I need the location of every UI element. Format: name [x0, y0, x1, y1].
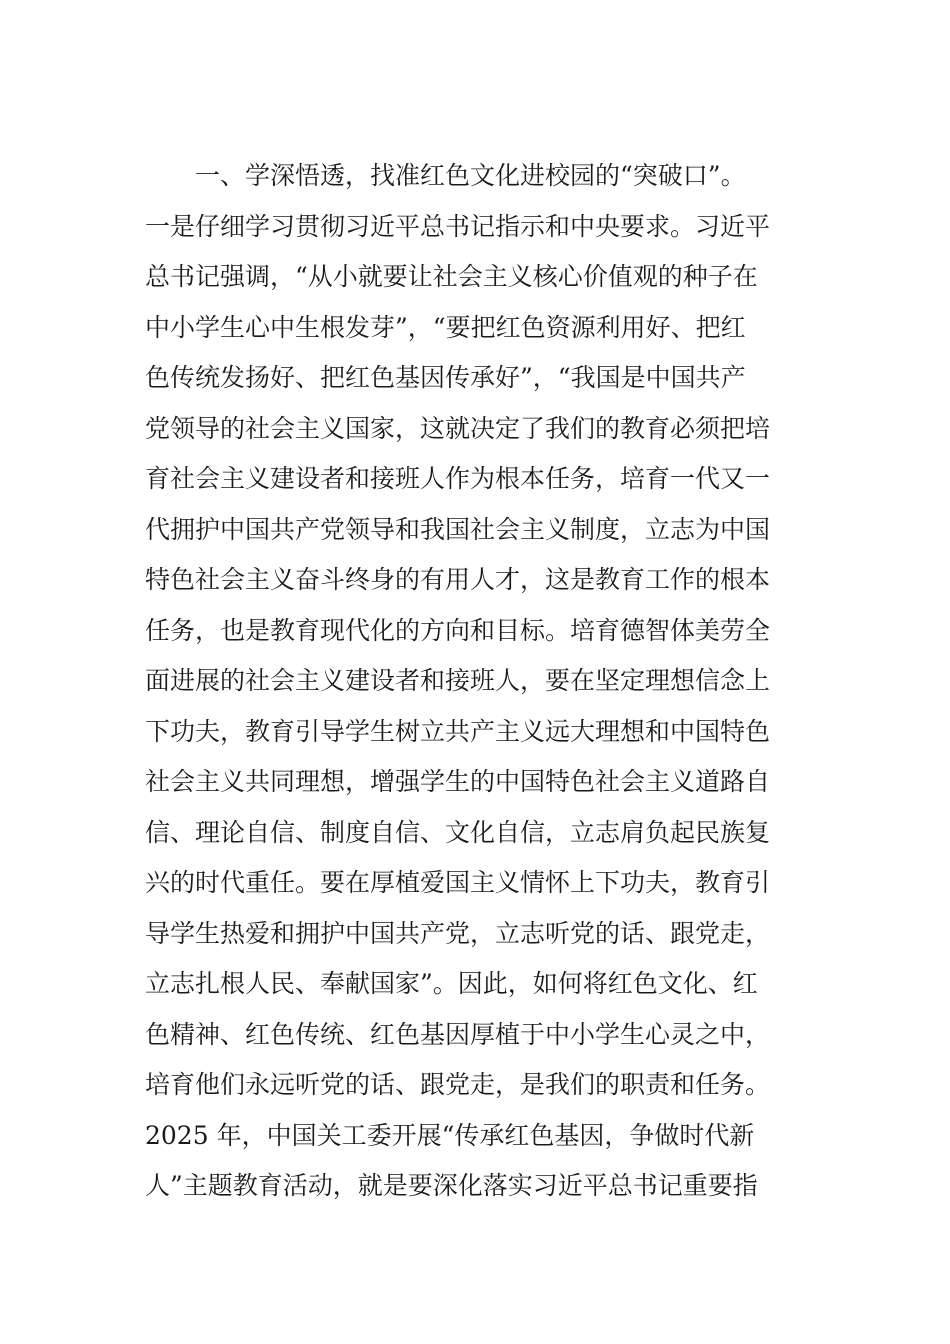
text-line-14: 信、理论自信、制度自信、文化自信，立志肩负起民族复 — [145, 817, 771, 847]
text-line-17: 立志扎根人民、奉献国家”。因此，如何将红色文化、红 — [145, 969, 758, 998]
text-line-10: 任务，也是教育现代化的方向和目标。培育德智体美劳全 — [145, 615, 771, 645]
text-line-4: 中小学生心中生根发芽”，“要把红色资源利用好、把红 — [145, 312, 746, 342]
text-line-1: 一、学深悟透，找准红色文化进校园的“突破口”。 — [195, 161, 746, 190]
text-line-21: 人”主题教育活动，就是要深化落实习近平总书记重要指 — [145, 1171, 758, 1200]
text-line-7: 育社会主义建设者和接班人作为根本任务，培育一代又一 — [145, 464, 771, 493]
text-line-6: 党领导的社会主义国家，这就决定了我们的教育必须把培 — [145, 413, 771, 443]
text-line-8: 代拥护中国共产党领导和我国社会主义制度，立志为中国 — [145, 514, 771, 544]
text-line-9: 特色社会主义奋斗终身的有用人才，这是教育工作的根本 — [145, 565, 771, 594]
text-line-20: 2025 年，中国关工委开展“传承红色基因，争做时代新 — [145, 1120, 755, 1150]
text-line-18: 色精神、红色传统、红色基因厚植于中小学生心灵之中， — [145, 1019, 771, 1049]
text-line-19: 培育他们永远听党的话、跟党走，是我们的职责和任务。 — [145, 1070, 771, 1099]
text-line-13: 社会主义共同理想，增强学生的中国特色社会主义道路自 — [145, 767, 771, 796]
text-line-12: 下功夫，教育引导学生树立共产主义远大理想和中国特色 — [145, 716, 771, 746]
text-line-16: 导学生热爱和拥护中国共产党，立志听党的话、跟党走， — [145, 918, 771, 948]
text-line-11: 面进展的社会主义建设者和接班人，要在坚定理想信念上 — [145, 666, 771, 695]
text-line-2: 一是仔细学习贯彻习近平总书记指示和中央要求。习近平 — [145, 211, 771, 241]
text-line-15: 兴的时代重任。要在厚植爱国主义情怀上下功夫，教育引 — [145, 868, 771, 897]
text-line-3: 总书记强调，“从小就要让社会主义核心价值观的种子在 — [145, 262, 758, 291]
body-paragraph — [145, 151, 835, 1212]
text-line-5: 色传统发扬好、把红色基因传承好”，“我国是中国共产 — [145, 363, 746, 392]
